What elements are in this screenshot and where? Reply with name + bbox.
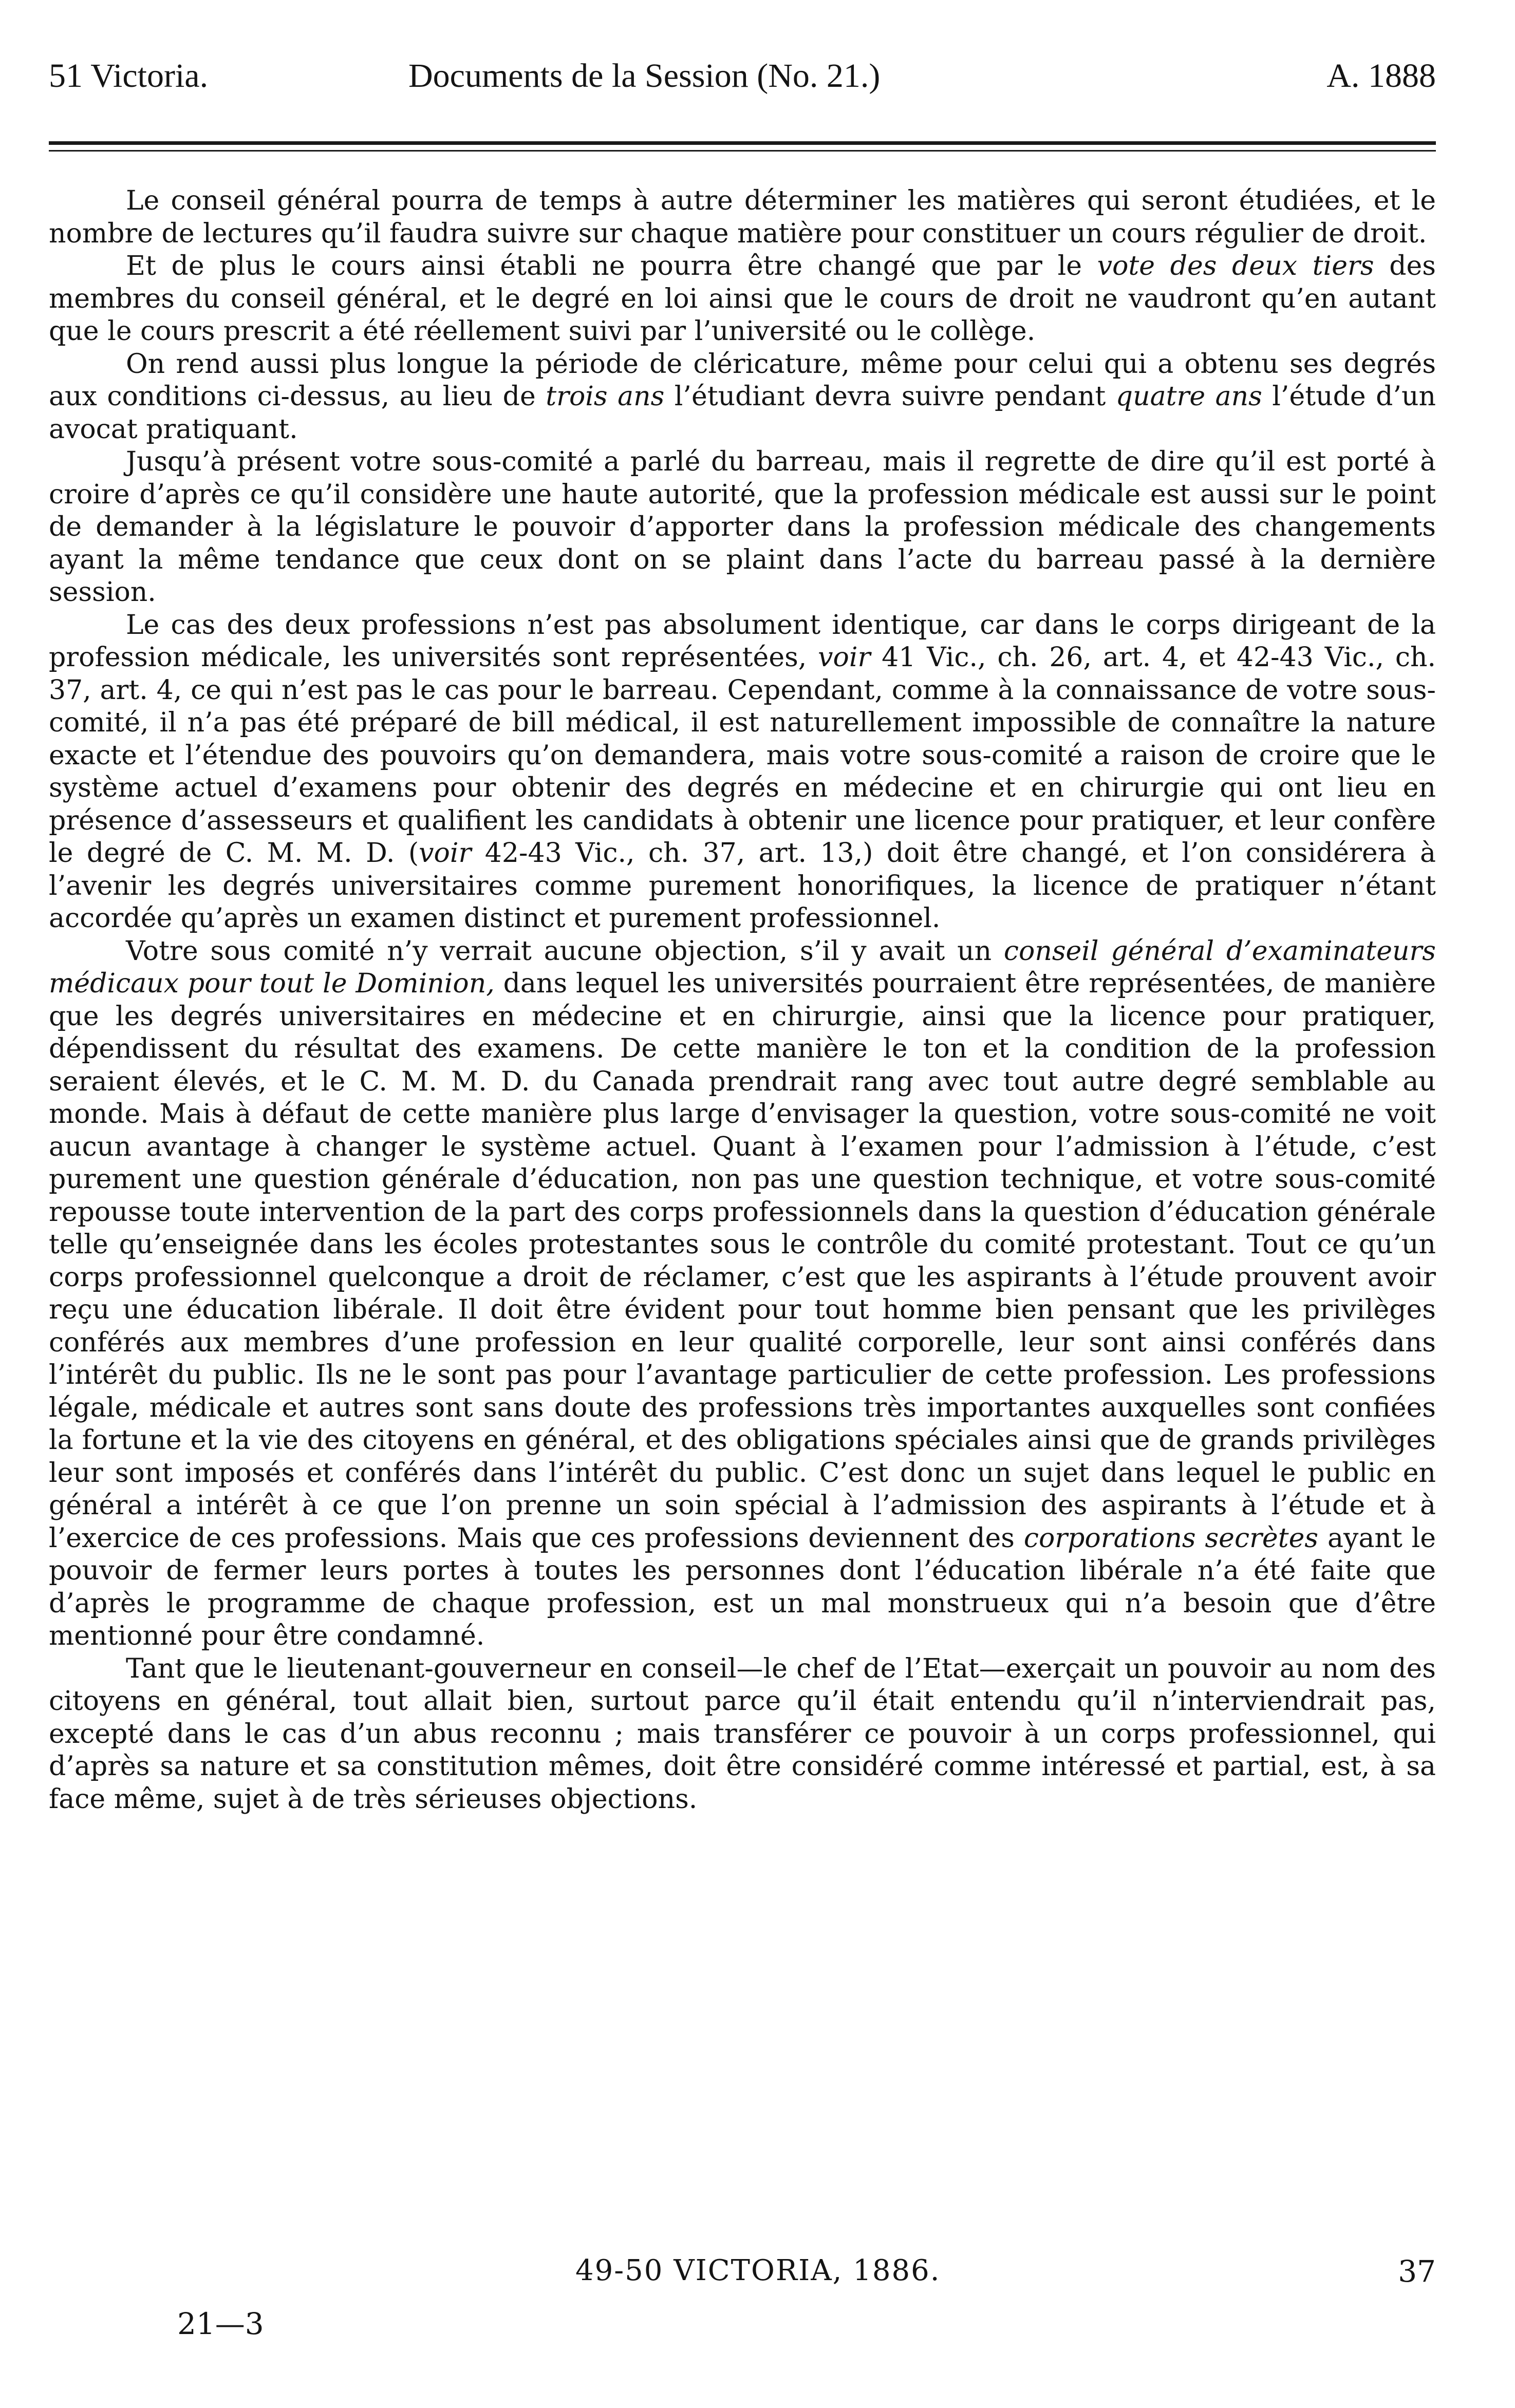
- italic-run: voir: [818, 642, 871, 673]
- italic-run: corporations secrètes: [1023, 1522, 1319, 1554]
- italic-run: trois ans: [546, 381, 665, 412]
- header-rule-thin: [49, 150, 1436, 152]
- text-run: Et de plus le cours ainsi établi ne pourra être changé que par le: [126, 251, 1097, 281]
- paragraph: [49, 185, 1436, 250]
- text-run: Tant que le lieutenant-gouverneur en conseil—le chef de l’Etat—exerçait un pouvoir au nom des citoyens en général, tout allait bien, surtout parce qu’il était entendu qu’il n’interviendrait pas, excepté dans le cas d’un abus reconnu ; mais transférer ce pouvoir à un corps professionnel, qui d’après sa nature et sa constitution mêmes, doit être considéré comme intéressé et partial, est, à sa face même, sujet à de très sérieuses objections.: [49, 1653, 1436, 1815]
- italic-run: voir: [419, 838, 472, 869]
- paragraph: [49, 348, 1436, 446]
- footer-imprint: 49-50 VICTORIA, 1886.: [575, 2254, 941, 2287]
- paragraph: [49, 609, 1436, 935]
- text-run: l’étudiant devra suivre pendant: [664, 381, 1116, 412]
- italic-run: quatre ans: [1115, 381, 1262, 412]
- paragraph: [49, 250, 1436, 348]
- text-run: Le conseil général pourra de temps à autre déterminer les matières qui seront étudiées, et le nombre de lectures qu’il faudra suivre sur chaque matière pour constituer un cours régulier de droit.: [49, 185, 1436, 249]
- running-header: [49, 57, 1436, 113]
- text-run: dans lequel les universités pourraient être représentées, de manière que les degrés universitaires en médecine et en chirurgie, ainsi que la licence pour pratiquer, dépendissent du résultat des examens. De cette manière le ton et la condition de la profession seraient élevés, et le C. M. M. D. du Canada prendrait rang avec tout autre degré semblable au monde. Mais à défaut de cette manière plus large d’envisager la question, votre sous-comité ne voit aucun avantage à changer le système actuel. Quant à l’examen pour l’admission à l’étude, c’est purement une question générale d’éducation, non pas une question technique, et votre sous-comité repousse toute intervention de la part des corps professionnels dans la question d’éducation générale telle qu’enseignée dans les écoles protestantes sous le contrôle du comité protestant. Tout ce qu’un corps professionnel quelconque a droit de réclamer, c’est que les aspirants à l’étude prouvent avoir reçu une éducation libérale. Il doit être évident pour tout homme bien pensant que les privilèges conférés aux membres d’une profession en leur qualité corporelle, leur sont ainsi conférés dans l’intérêt du public. Ils ne le sont pas pour l’avantage particulier de cette profession. Les professions légale, médicale et autres sont sans doute des professions très importantes auxquelles sont confiées la fortune et la vie des citoyens en général, et des obligations spéciales ainsi que de grands privilèges leur sont imposés et conférés dans l’intérêt du public. C’est donc un sujet dans lequel le public en général a intérêt à ce que l’on prenne un soin spécial à l’admission des aspirants à l’étude et à l’exercice de ces professions. Mais que ces professions deviennent des: [49, 968, 1436, 1554]
- signature-mark: 21—3: [177, 2306, 264, 2341]
- text-run: 41 Vic., ch. 26, art. 4, et 42-43 Vic., ch. 37, art. 4, ce qui n’est pas le cas pour le barreau. Cependant, comme à la connaissance de votre sous-comité, il n’a pas été préparé de bill médical, il est naturellement impossible de connaître la nature exacte et l’étendue des pouvoirs qu’on demandera, mais votre sous-comité a raison de croire que le système actuel d’examens pour obtenir des degrés en médecine et en chirurgie qui ont lieu en présence d’assesseurs et qualifient les candidats à obtenir une licence pour pratiquer, et leur confère le degré de C. M. M. D. (: [49, 642, 1436, 869]
- text-run: Votre sous comité n’y verrait aucune objection, s’il y avait un: [126, 935, 1004, 967]
- body-text: [49, 185, 1436, 1816]
- paragraph: [49, 935, 1436, 1653]
- header-title: Documents de la Session (No. 21.): [408, 57, 881, 95]
- header-volume: 51 Victoria.: [49, 57, 209, 95]
- italic-run: conseil général d’examinateurs médicaux pour tout le Dominion,: [49, 935, 1436, 999]
- text-run: l’étude d’un avocat pratiquant.: [49, 381, 1436, 445]
- text-run: On rend aussi plus longue la période de cléricature, même pour celui qui a obtenu ses degrés aux conditions ci-dessus, au lieu de: [49, 348, 1436, 412]
- page-number: 37: [1398, 2254, 1436, 2289]
- italic-run: vote des deux tiers: [1097, 251, 1374, 281]
- text-run: Jusqu’à présent votre sous-comité a parlé du barreau, mais il regrette de dire qu’il est porté à croire d’après ce qu’il considère une haute autorité, que la profession médicale est aussi sur le point de demander à la législature le pouvoir d’apporter dans la profession médicale des changements ayant la même tendance que ceux dont on se plaint dans l’acte du barreau passé à la dernière session.: [49, 446, 1436, 608]
- text-run: ayant le pouvoir de fermer leurs portes à toutes les personnes dont l’éducation libérale n’a été faite que d’après le programme de chaque profession, est un mal monstrueux qui n’a besoin que d’être mentionné pour être condamné.: [49, 1522, 1436, 1651]
- text-run: Le cas des deux professions n’est pas absolument identique, car dans le corps dirigeant de la profession médicale, les universités sont représentées,: [49, 609, 1436, 673]
- paragraph: [49, 1653, 1436, 1816]
- text-run: 42-43 Vic., ch. 37, art. 13,) doit être changé, et l’on considérera à l’avenir les degrés universitaires comme purement honorifiques, la licence de pratiquer n’étant accordée qu’après un examen distinct et purement professionnel.: [49, 838, 1436, 934]
- header-year: A. 1888: [1326, 57, 1436, 95]
- header-rule-thick: [49, 141, 1436, 145]
- text-run: des membres du conseil général, et le degré en loi ainsi que le cours de droit ne vaudront qu’en autant que le cours prescrit a été réellement suivi par l’université ou le collège.: [49, 251, 1436, 347]
- paragraph: [49, 446, 1436, 609]
